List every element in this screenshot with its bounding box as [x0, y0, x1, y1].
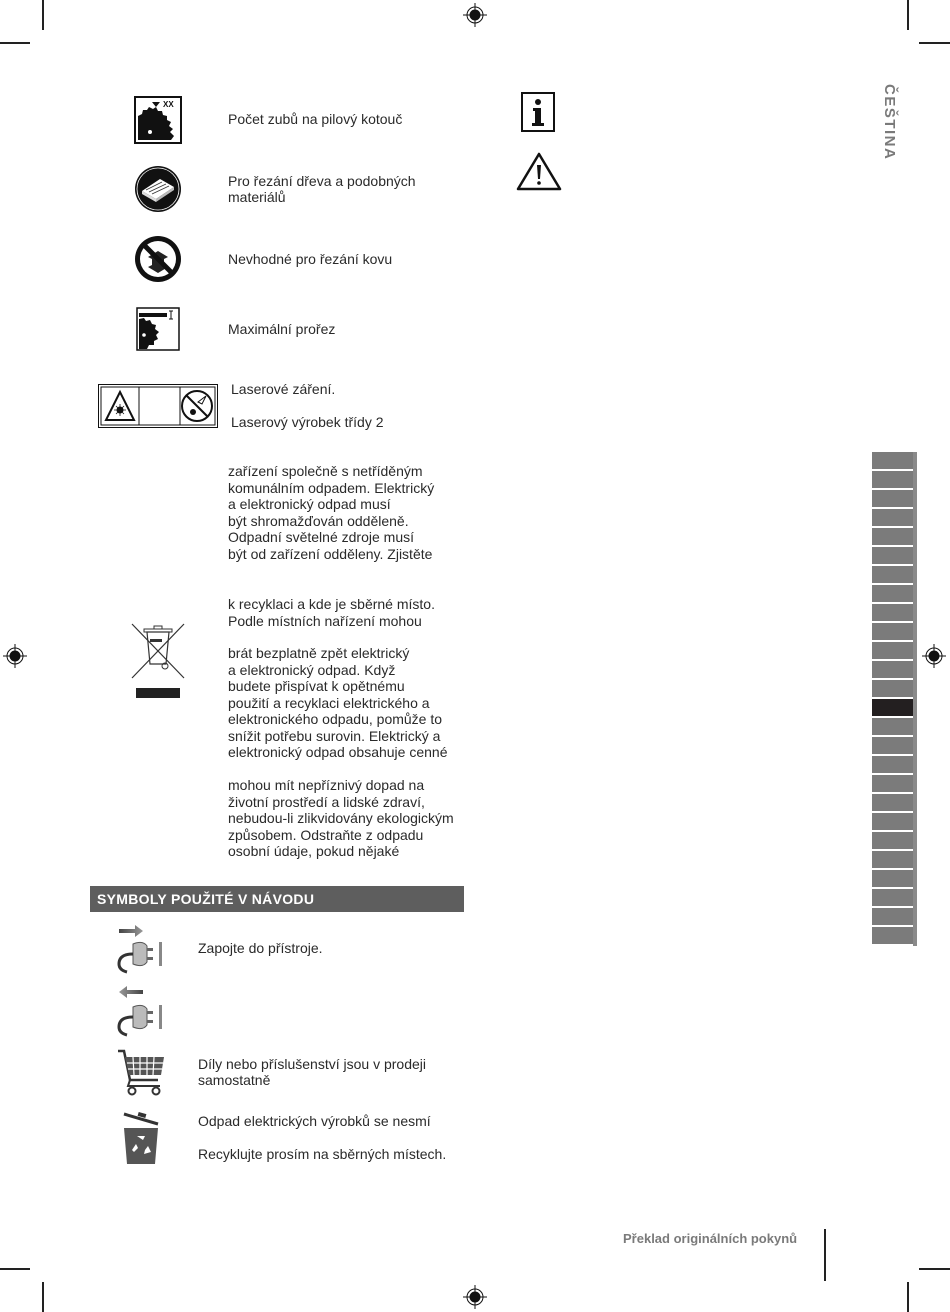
crop-mark	[42, 1282, 44, 1312]
crop-mark	[907, 1282, 909, 1312]
weee-line: budete přispívat k opětnému	[228, 678, 405, 694]
section-header: SYMBOLY POUŽITÉ V NÁVODU	[90, 886, 464, 912]
max-cut-depth-icon	[136, 307, 180, 351]
weee-line: komunálním odpadem. Elektrický	[228, 479, 435, 496]
laser-label-line-2: Laserový výrobek třídy 2	[231, 414, 384, 430]
weee-line: elektronický odpad obsahuje cenné	[228, 744, 448, 760]
weee-line: brát bezplatně zpět elektrický	[228, 645, 410, 661]
thumb-tab	[872, 908, 913, 927]
crop-mark	[0, 1268, 30, 1270]
symbol-label: Maximální prořez	[228, 321, 336, 337]
plug-in-icon	[113, 924, 167, 974]
thumb-tab	[872, 528, 913, 547]
thumb-tab-active	[872, 699, 913, 718]
footer-text: Překlad originálních pokynů	[623, 1231, 798, 1246]
symbol-label: Počet zubů na pilový kotouč	[228, 111, 403, 127]
thumb-tab	[872, 794, 913, 813]
thumb-tab	[872, 680, 913, 699]
thumb-tab	[872, 851, 913, 870]
weee-line: k recyklaci a kde je sběrné místo.	[228, 596, 435, 612]
weee-line: Odpadní světelné zdroje musí	[228, 529, 414, 545]
weee-line: Podle místních nařízení mohou	[228, 612, 422, 629]
weee-line: a elektronický odpad musí	[228, 496, 391, 512]
laser-label-line-1: Laserové záření.	[231, 381, 336, 397]
saw-blade-teeth-icon	[134, 96, 182, 144]
manual-symbol-label-line-1: Odpad elektrických výrobků se nesmí	[198, 1113, 431, 1129]
chapter-thumb-tabs	[872, 452, 918, 946]
registration-mark-icon	[463, 3, 487, 27]
thumb-tab	[872, 832, 913, 851]
thumb-tab	[872, 661, 913, 680]
info-icon	[521, 92, 555, 132]
thumb-tab	[872, 889, 913, 908]
weee-line: zařízení společně s netříděným	[228, 463, 423, 479]
registration-mark-icon	[463, 1285, 487, 1309]
crop-mark	[919, 1268, 950, 1270]
crop-mark	[42, 0, 44, 30]
no-metal-cutting-icon	[134, 235, 182, 283]
registration-mark-icon	[3, 644, 27, 668]
thumb-tab	[872, 452, 913, 471]
language-tab-label: ČEŠTINA	[881, 84, 898, 161]
crop-mark	[907, 0, 909, 30]
weee-line: být shromažďován odděleně.	[228, 512, 409, 529]
thumb-tab	[872, 642, 913, 661]
thumb-tab	[872, 585, 913, 604]
manual-symbol-label: Zapojte do přístroje.	[198, 940, 323, 956]
weee-line: mohou mít nepříznivý dopad na	[228, 777, 425, 793]
warning-triangle-icon	[516, 151, 562, 191]
weee-line: osobní údaje, pokud nějaké	[228, 843, 400, 859]
thumb-tab	[872, 547, 913, 566]
thumb-tab	[872, 870, 913, 889]
crossed-out-bin-icon	[130, 622, 186, 700]
shopping-cart-icon	[116, 1048, 168, 1096]
thumb-tab	[872, 604, 913, 623]
wood-cutting-icon	[134, 165, 182, 213]
manual-symbol-label-line-2: samostatně	[198, 1072, 271, 1088]
weee-line: elektronického odpadu, pomůže to	[228, 711, 443, 727]
thumb-tab	[872, 509, 913, 528]
weee-line: životní prostředí a lidské zdraví,	[228, 793, 425, 810]
weee-line: nebudou-li zlikvidovány ekologickým	[228, 810, 454, 826]
weee-line: snížit potřebu surovin. Elektrický a	[228, 727, 441, 744]
thumb-tab	[872, 566, 913, 585]
thumb-tab	[872, 927, 913, 946]
thumb-tab	[872, 471, 913, 490]
thumb-tab	[872, 718, 913, 737]
registration-mark-icon	[922, 644, 946, 668]
saw-blade-teeth-text: XX	[163, 100, 174, 109]
symbol-label: Nevhodné pro řezání kovu	[228, 251, 393, 267]
symbol-label-line-1: Pro řezání dřeva a podobných	[228, 173, 416, 189]
weee-line: a elektronický odpad. Když	[228, 661, 396, 678]
thumb-tab	[872, 756, 913, 775]
crop-mark	[0, 42, 30, 44]
weee-line: způsobem. Odstraňte z odpadu	[228, 826, 424, 843]
recycle-bin-icon	[120, 1110, 162, 1166]
weee-line: být od zařízení odděleny. Zjistěte	[228, 545, 433, 562]
laser-warning-label-icon	[98, 384, 218, 428]
symbol-label-line-2: materiálů	[228, 189, 286, 205]
manual-symbol-label-line-1: Díly nebo příslušenství jsou v prodeji	[198, 1056, 426, 1072]
thumb-tab	[872, 775, 913, 794]
weee-line: použití a recyklaci elektrického a	[228, 694, 430, 711]
footer-rule	[824, 1229, 826, 1281]
manual-symbol-label-line-2: Recyklujte prosím na sběrných místech.	[198, 1146, 447, 1162]
crop-mark	[919, 42, 950, 44]
thumb-tab	[872, 623, 913, 642]
unplug-icon	[113, 985, 167, 1037]
thumb-tab	[872, 490, 913, 509]
thumb-tab	[872, 813, 913, 832]
thumb-tab	[872, 737, 913, 756]
